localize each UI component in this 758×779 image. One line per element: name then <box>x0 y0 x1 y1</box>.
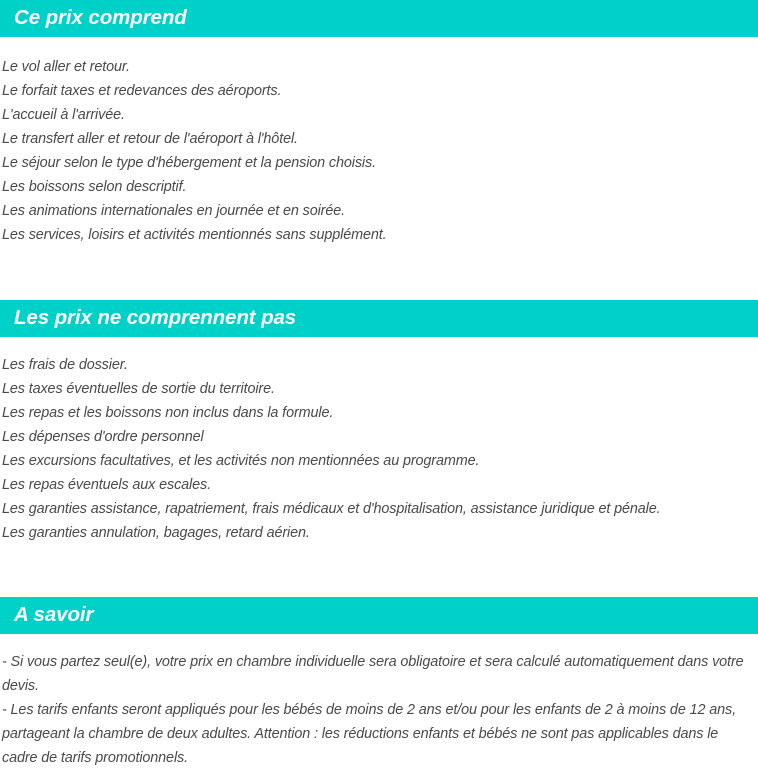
section-title: Ce prix comprend <box>14 6 187 30</box>
list-item: Le forfait taxes et redevances des aéroports. <box>2 83 282 99</box>
section-title: A savoir <box>14 603 94 627</box>
section-header-les-prix-ne-comprennent-pas <box>0 300 758 337</box>
spacer <box>0 545 758 597</box>
list-item: Le séjour selon le type d'hébergement et la pension choisis. <box>2 155 376 171</box>
list-item: Les repas éventuels aux escales. <box>2 477 211 493</box>
list-item: Les boissons selon descriptif. <box>2 179 187 195</box>
section-title: Les prix ne comprennent pas <box>14 306 297 330</box>
spacer <box>0 634 758 650</box>
section-header-ce-prix-comprend <box>0 0 758 37</box>
list-item: Le vol aller et retour. <box>2 59 130 75</box>
section-body-ce-prix-comprend <box>0 55 758 247</box>
list-item: Les garanties annulation, bagages, retard aérien. <box>2 525 310 541</box>
list-item: Les services, loisirs et activités mentionnés sans supplément. <box>2 227 387 243</box>
spacer <box>0 337 758 353</box>
list-item: Les repas et les boissons non inclus dans la formule. <box>2 405 334 421</box>
paragraph: - Les tarifs enfants seront appliqués pour les bébés de moins de 2 ans et/ou pour les enfants de 2 à moins de 12 ans, partageant la chambre de deux adultes. Attention : les réductions enfants et bébés ne sont pas applicables dans le cadre de tarifs promotionnels. <box>2 702 736 766</box>
section-header-a-savoir <box>0 597 758 634</box>
list-item: Les dépenses d'ordre personnel <box>2 429 204 445</box>
section-body-a-savoir <box>0 650 758 770</box>
list-item: Les taxes éventuelles de sortie du territoire. <box>2 381 275 397</box>
list-item: Les frais de dossier. <box>2 357 128 373</box>
section-body-les-prix-ne-comprennent-pas <box>0 353 758 545</box>
list-item: Le transfert aller et retour de l'aéroport à l'hôtel. <box>2 131 298 147</box>
list-item: Les garanties assistance, rapatriement, frais médicaux et d'hospitalisation, assistance juridique et pénale. <box>2 501 661 517</box>
spacer <box>0 37 758 55</box>
list-item: Les excursions facultatives, et les activités non mentionnées au programme. <box>2 453 480 469</box>
list-item: Les animations internationales en journée et en soirée. <box>2 203 345 219</box>
spacer <box>0 247 758 300</box>
paragraph: - Si vous partez seul(e), votre prix en chambre individuelle sera obligatoire et sera calculé automatiquement dans votre devis. <box>2 654 744 694</box>
list-item: L'accueil à l'arrivée. <box>2 107 125 123</box>
